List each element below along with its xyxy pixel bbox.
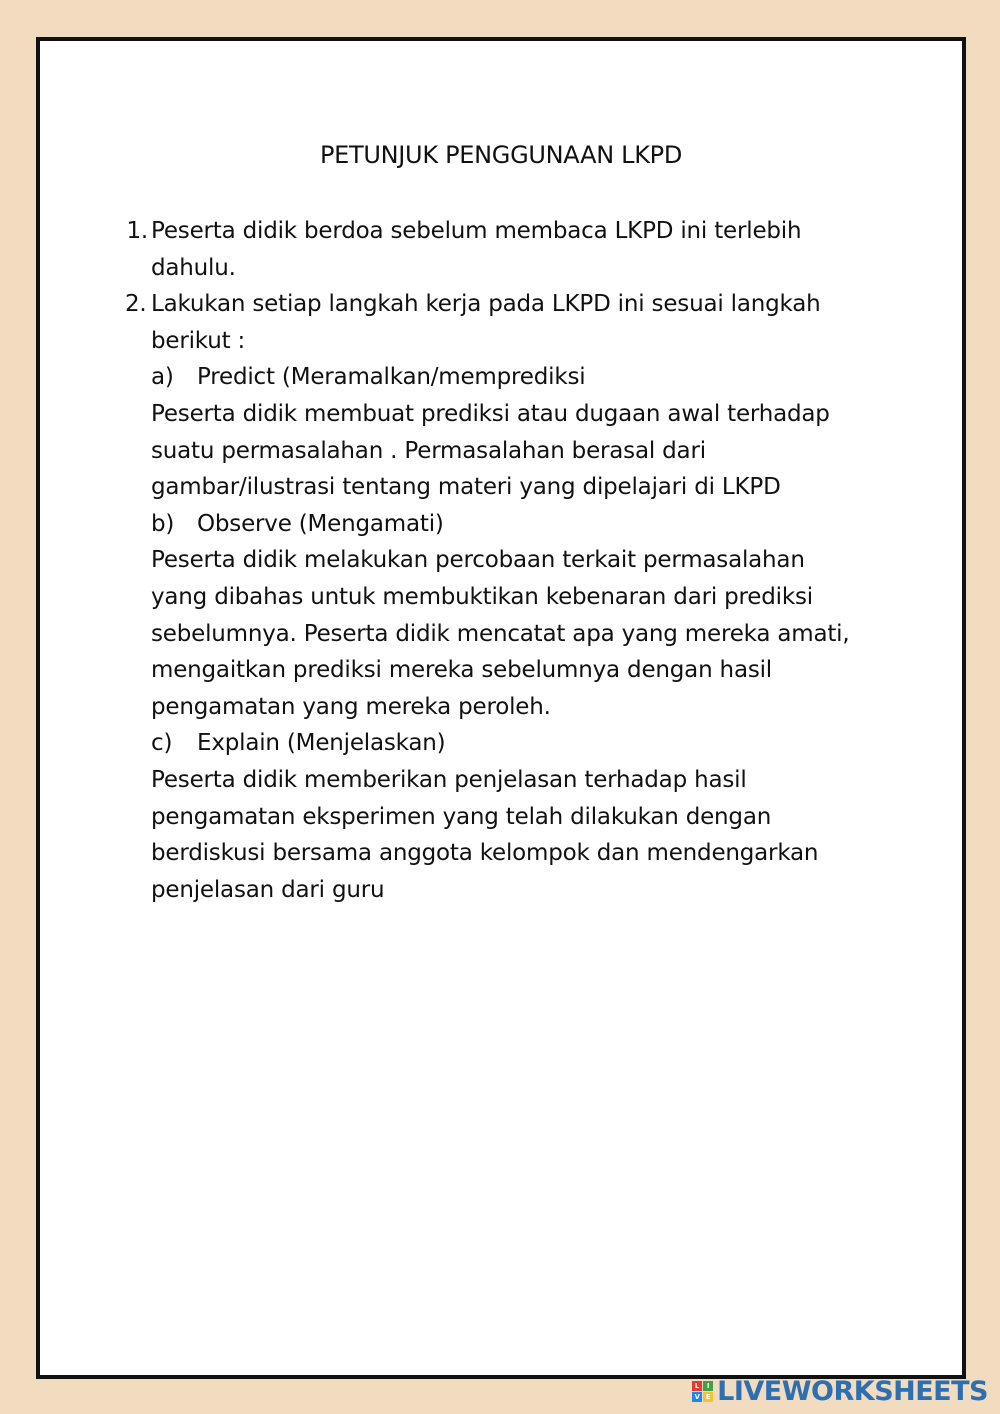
step-line: pengamatan eksperimen yang telah dilakukan dengan [151, 803, 772, 830]
step-line: gambar/ilustrasi tentang materi yang dipelajari di LKPD [151, 474, 781, 501]
logo-block: V [692, 1392, 702, 1402]
step-line: penjelasan dari guru [151, 876, 385, 903]
instructions-content [116, 213, 885, 908]
step-observe-heading [116, 506, 885, 543]
step-line: mengaitkan prediksi mereka sebelumnya dengan hasil [151, 657, 772, 684]
logo-text: LIVEWORKSHEETS [717, 1376, 988, 1407]
instruction-item-2 [116, 286, 885, 323]
step-heading: Explain (Menjelaskan) [197, 730, 446, 757]
step-line: pengamatan yang mereka peroleh. [151, 693, 551, 720]
item-continuation: dahulu. [151, 254, 236, 281]
step-predict-heading [116, 359, 885, 396]
page-title: PETUNJUK PENGGUNAAN LKPD [319, 141, 683, 169]
step-letter: b) [151, 510, 175, 537]
liveworksheets-logo[interactable] [692, 1376, 988, 1407]
worksheet-page [36, 37, 966, 1379]
item-text: Lakukan setiap langkah kerja pada LKPD ini sesuai langkah [151, 291, 821, 318]
instruction-item-1 [116, 213, 885, 250]
logo-block: I [703, 1381, 713, 1391]
step-line: Peserta didik membuat prediksi atau dugaan awal terhadap [151, 400, 830, 427]
step-heading: Observe (Mengamati) [197, 510, 444, 537]
item-continuation: berikut : [151, 327, 246, 354]
step-letter: c) [151, 730, 173, 757]
step-line: berdiskusi bersama anggota kelompok dan mendengarkan [151, 840, 819, 867]
item-number: 1. [126, 218, 148, 244]
item-text: Peserta didik berdoa sebelum membaca LKPD ini terlebih [151, 218, 802, 244]
logo-block: L [692, 1381, 702, 1391]
step-line: Peserta didik melakukan percobaan terkait permasalahan [151, 547, 805, 574]
step-line: sebelumnya. Peserta didik mencatat apa yang mereka amati, [151, 620, 850, 647]
step-explain-heading [116, 725, 885, 762]
step-line: suatu permasalahan . Permasalahan berasal dari [151, 437, 706, 464]
step-line: yang dibahas untuk membuktikan kebenaran dari prediksi [151, 583, 813, 610]
logo-blocks-icon [692, 1381, 713, 1402]
step-line: Peserta didik memberikan penjelasan terhadap hasil [151, 766, 747, 793]
item-number: 2. [125, 291, 147, 318]
logo-block: E [703, 1392, 713, 1402]
step-letter: a) [151, 364, 174, 391]
step-heading: Predict (Meramalkan/memprediksi [197, 364, 586, 391]
